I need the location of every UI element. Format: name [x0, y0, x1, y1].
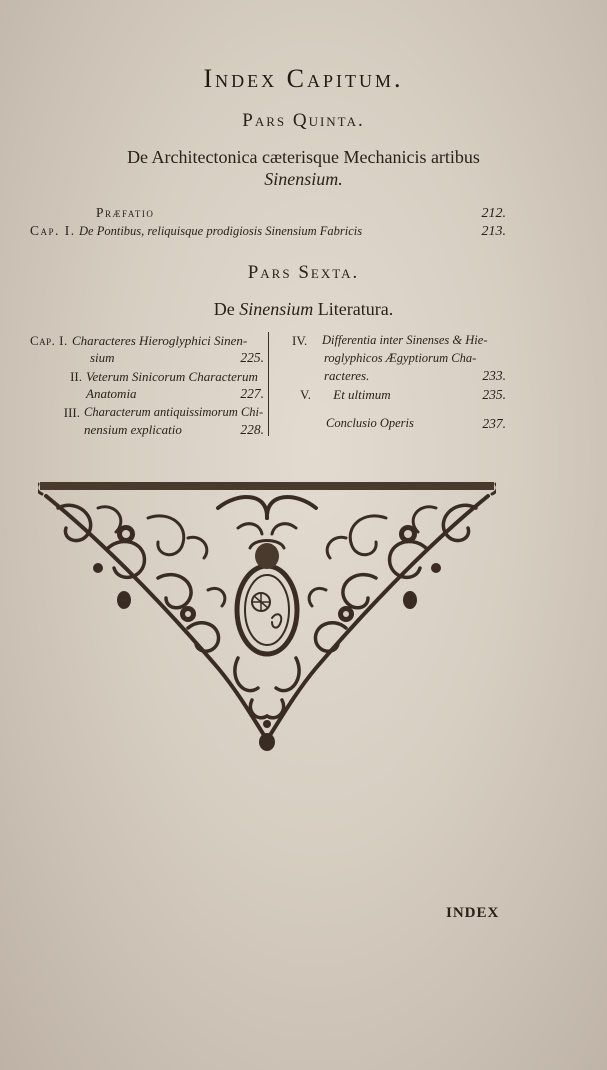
part-six-heading: Pars Sexta.: [247, 262, 360, 283]
toc-item-iii: [30, 404, 264, 438]
toc-entry-page: 212.: [481, 206, 506, 221]
toc-item-line2: roglyphicos Ægyptiorum Cha-: [324, 351, 477, 365]
baroque-cul-de-lampe-ornament-icon: [38, 478, 496, 752]
column-divider: [268, 332, 269, 436]
toc-entry-label: Præfatio: [96, 205, 155, 220]
toc-item-cap-i: [30, 332, 264, 366]
toc-item-conclusio: [292, 415, 506, 432]
part-six-subtitle: [0, 298, 607, 320]
toc-item-label: III.: [63, 405, 80, 420]
toc-item-line1: Characteres Hieroglyphici Sinen-: [72, 333, 248, 348]
toc-item-page: 235.: [482, 387, 506, 402]
toc-item-page: 233.: [482, 368, 506, 383]
page-title: Index Capitum.: [203, 64, 404, 93]
toc-item-line1: Conclusio Operis: [326, 416, 414, 430]
toc-item-line1: Veterum Sinicorum Characterum: [86, 369, 258, 384]
toc-item-label: Cap. I.: [30, 333, 68, 348]
toc-entry-cap-i: [30, 223, 506, 240]
toc-item-line1: Et ultimum: [333, 387, 391, 402]
toc-item-line2: Anatomia: [86, 386, 137, 401]
left-column: [30, 332, 264, 440]
part-five-subtitle: [0, 146, 607, 190]
toc-item-page: 228.: [240, 422, 264, 437]
toc-item-label: V.: [300, 387, 311, 402]
toc-item-page: 237.: [482, 416, 506, 431]
toc-item-line2: nensium explicatio: [84, 422, 182, 437]
part-six-subtitle-suffix: Literatura.: [317, 299, 394, 319]
toc-item-v: [292, 386, 506, 403]
part-five-subtitle-line1: De Architectonica cæterisque Mechanicis artibus: [127, 147, 480, 167]
toc-entry-text: De Pontibus, reliquisque prodigiosis Sinensium Fabricis: [79, 224, 363, 238]
toc-item-line1: Differentia inter Sinenses & Hie-: [322, 333, 488, 347]
toc-item-line2: sium: [90, 350, 115, 365]
toc-entry-label: Cap. I.: [30, 223, 76, 238]
catchword: INDEX: [446, 905, 500, 921]
toc-item-label: IV.: [292, 333, 308, 348]
toc-entry-page: 213.: [481, 224, 506, 239]
part-five-subtitle-line2: Sinensium.: [264, 169, 343, 189]
toc-item-ii: [30, 368, 264, 402]
part-six-subtitle-italic: Sinensium: [239, 299, 314, 319]
part-six-subtitle-prefix: De: [213, 299, 235, 319]
toc-item-line3: racteres.: [324, 368, 370, 383]
part-six-chapter-columns: [30, 332, 506, 440]
toc-item-iv: [292, 332, 506, 384]
toc-item-label: II.: [70, 369, 82, 384]
toc-item-page: 225.: [240, 350, 264, 365]
toc-item-line1: Characterum antiquissimorum Chi-: [84, 405, 264, 419]
toc-item-page: 227.: [240, 386, 264, 401]
right-column: [292, 332, 506, 434]
toc-entry-praefatio: [30, 205, 506, 222]
part-five-heading: Pars Quinta.: [242, 110, 365, 131]
